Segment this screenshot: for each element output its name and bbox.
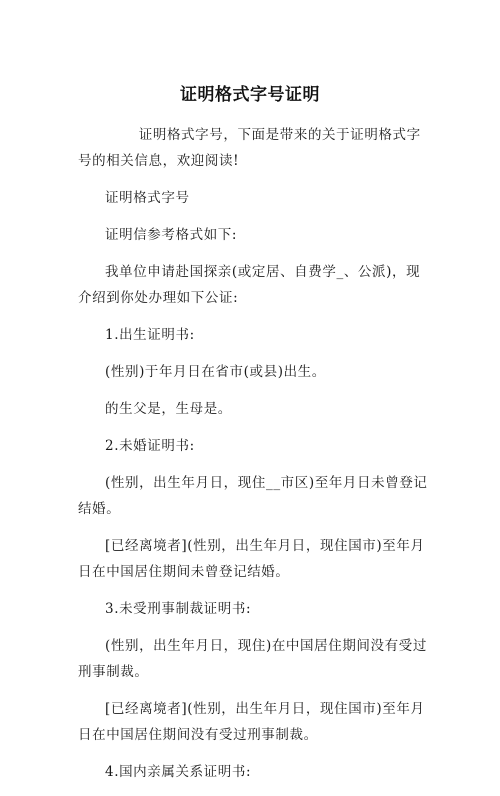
paragraph: 证明格式字号 bbox=[105, 190, 190, 206]
section-heading: 4.国内亲属关系证明书: bbox=[105, 764, 252, 780]
paragraph: 我单位申请赴国探亲(或定居、自费学_、公派)，现介绍到你处办理如下公证: bbox=[78, 264, 421, 306]
page-title: 证明格式字号证明 bbox=[180, 85, 320, 105]
paragraph-intro: 证明格式字号，下面是带来的关于证明格式字号的相关信息，欢迎阅读! bbox=[78, 127, 421, 169]
section-heading: 2.未婚证明书: bbox=[105, 438, 195, 454]
section-heading: 1.出生证明书: bbox=[105, 327, 195, 343]
paragraph: 证明信参考格式如下: bbox=[105, 227, 238, 243]
paragraph: [已经离境者](性别，出生年月日，现住国市)至年月日在中国居住期间没有受过刑事制裁。 bbox=[78, 701, 425, 743]
paragraph: (性别)于年月日在省市(或县)出生。 bbox=[105, 364, 326, 380]
paragraph: (性别，出生年月日，现住__市区)至年月日未曾登记结婚。 bbox=[78, 475, 428, 517]
paragraph: [已经离境者](性别，出生年月日，现住国市)至年月日在中国居住期间未曾登记结婚。 bbox=[78, 538, 425, 580]
section-heading: 3.未受刑事制裁证明书: bbox=[105, 601, 252, 617]
paragraph: (性别，出生年月日，现住)在中国居住期间没有受过刑事制裁。 bbox=[78, 638, 427, 680]
document-body bbox=[78, 122, 428, 796]
paragraph: 的生父是，生母是。 bbox=[105, 401, 232, 417]
